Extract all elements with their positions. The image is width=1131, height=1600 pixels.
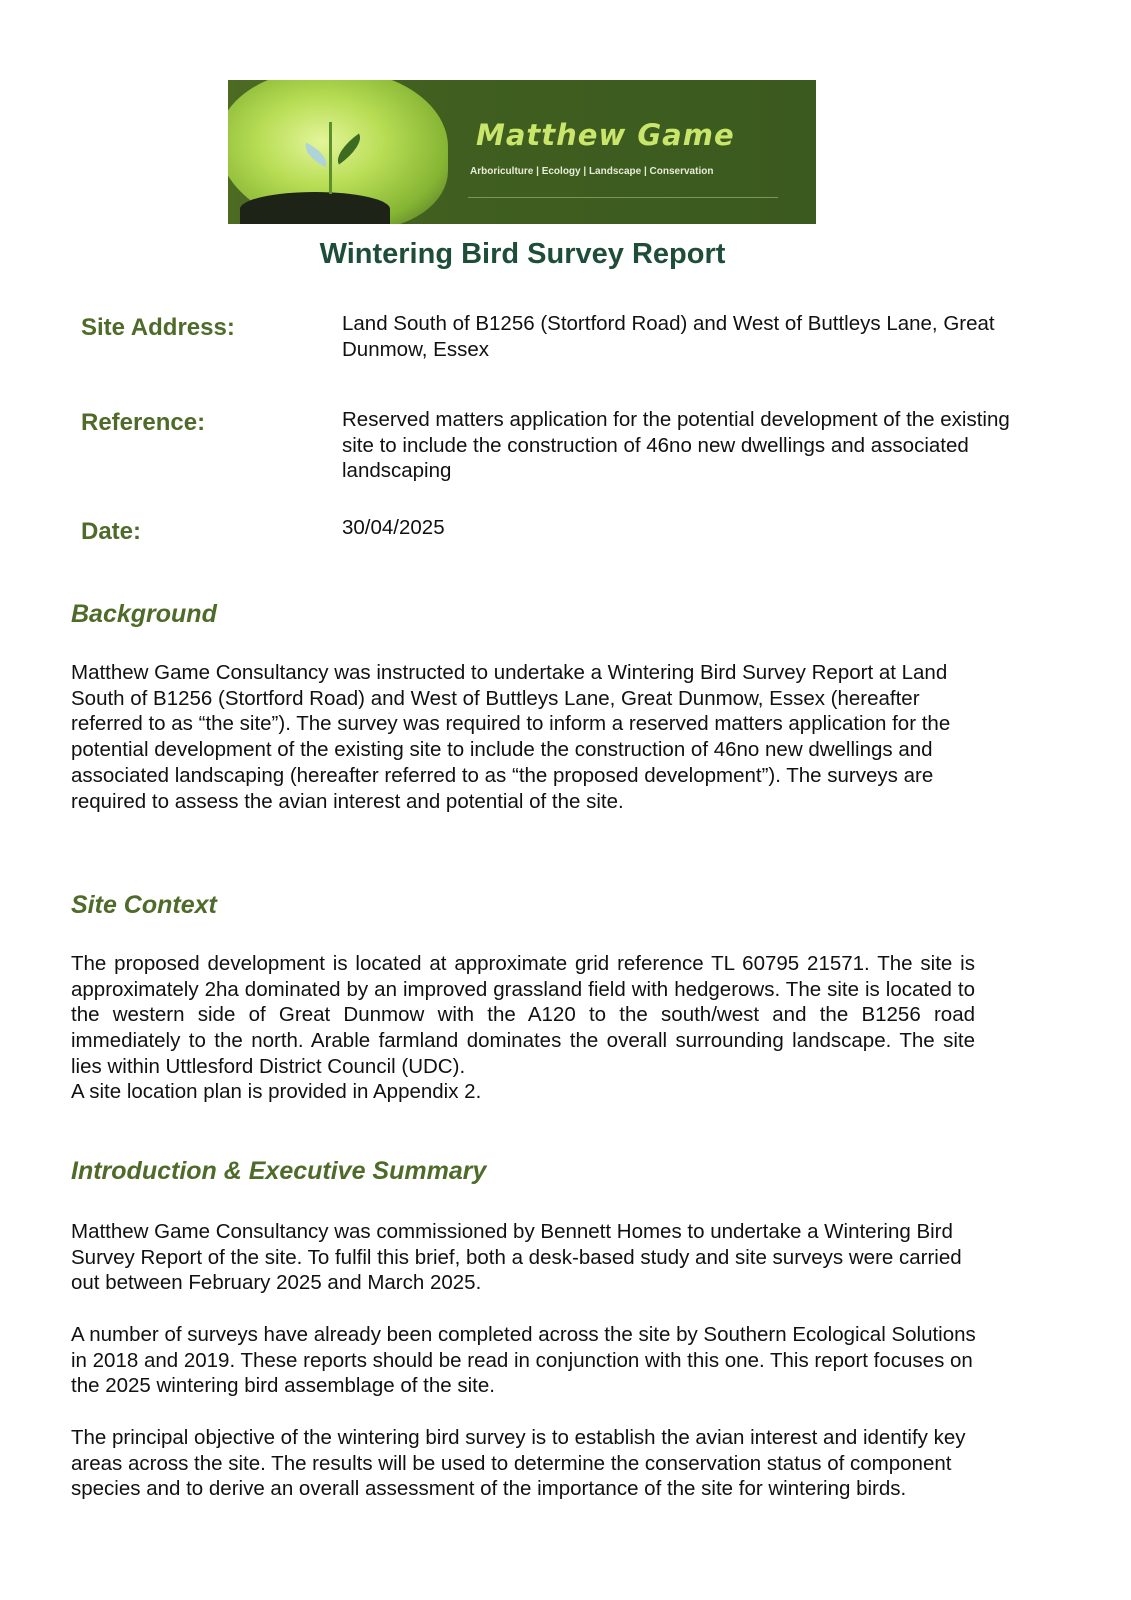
reference-label: Reference: <box>81 409 206 436</box>
seedling-icon <box>329 122 332 194</box>
logo-brand-name: Matthew Game <box>476 118 735 152</box>
site-address-value: Land South of B1256 (Stortford Road) and West of Buttleys Lane, Great Dunmow, Essex <box>342 312 995 361</box>
background-paragraph: Matthew Game Consultancy was instructed to undertake a Wintering Bird Survey Report at Land South of B1256 (Stortford Road) and West of Buttleys Lane, Great Dunmow, Essex (hereafter referred to as “the site”). The survey was required to inform a reserved matters application for the potential development of the existing site to include the construction of 46no new dwellings and associated landscaping (hereafter referred to as “the proposed development”). The surveys are required to assess the avian interest and potential of the site. <box>71 661 951 813</box>
heading-background: Background <box>71 600 217 628</box>
introduction-paragraph-1: Matthew Game Consultancy was commissioned by Bennett Homes to undertake a Wintering Bird Survey Report of the site. To fulfil this brief, both a desk-based study and site surveys were carried out between February 2025 and March 2025. <box>71 1220 962 1295</box>
date-value: 30/04/2025 <box>342 516 445 539</box>
introduction-paragraph-3: The principal objective of the wintering bird survey is to establish the avian interest and identify key areas across the site. The results will be used to determine the conservation status of component species and to derive an overall assessment of the importance of the site for wintering birds. <box>71 1426 966 1501</box>
reference-value: Reserved matters application for the potential development of the existing site to include the construction of 46no new dwellings and associated landscaping <box>342 408 1010 483</box>
site-address-label: Site Address: <box>81 314 235 341</box>
soil-graphic <box>240 192 390 224</box>
company-logo <box>228 80 816 224</box>
heading-site-context: Site Context <box>71 891 217 919</box>
page-title: Wintering Bird Survey Report <box>319 238 726 270</box>
heading-introduction: Introduction & Executive Summary <box>71 1157 487 1185</box>
logo-divider <box>468 197 778 198</box>
date-label: Date: <box>81 518 142 545</box>
logo-tagline: Arboriculture | Ecology | Landscape | Conservation <box>470 166 714 177</box>
site-context-paragraph: The proposed development is located at approximate grid reference TL 60795 21571. The site is approximately 2ha dominated by an improved grassland field with hedgerows. The site is located to the western side of Great Dunmow with the A120 to the south/west and the B1256 road immediately to the north. Arable farmland dominates the overall surrounding landscape. The site lies within Uttlesford District Council (UDC). <box>71 952 975 1078</box>
site-context-appendix-note: A site location plan is provided in Appendix 2. <box>71 1080 482 1103</box>
introduction-paragraph-2: A number of surveys have already been completed across the site by Southern Ecological Solutions in 2018 and 2019. These reports should be read in conjunction with this one. This report focuses on the 2025 wintering bird assemblage of the site. <box>71 1323 976 1398</box>
